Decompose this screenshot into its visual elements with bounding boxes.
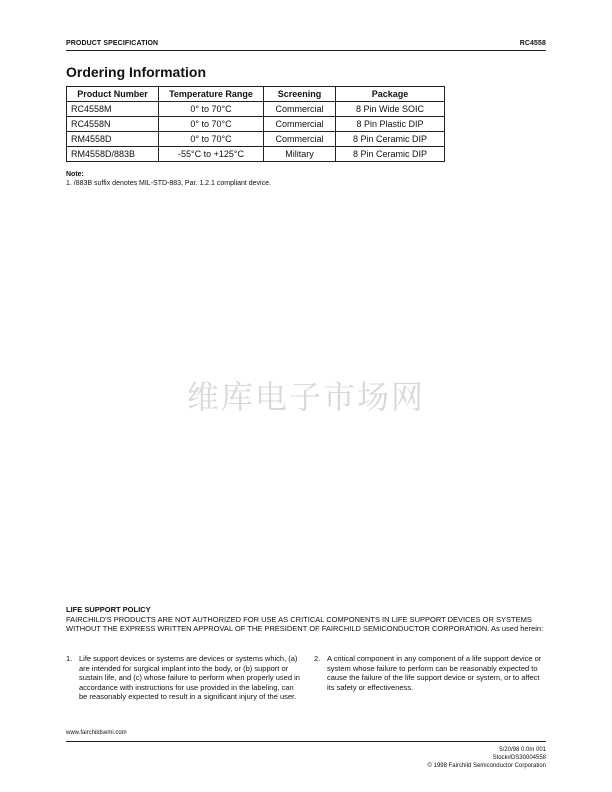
item-number: 2.	[314, 654, 321, 663]
header-right-label: RC4558	[519, 40, 546, 47]
column-header: Package	[336, 87, 445, 102]
table-cell: 8 Pin Wide SOIC	[336, 102, 445, 117]
footer-stock: Stock#DS30004558	[492, 755, 546, 761]
header-rule	[66, 50, 546, 51]
table-row	[67, 117, 445, 132]
column-header: Temperature Range	[159, 87, 264, 102]
footer-url[interactable]: www.fairchildsemi.com	[66, 730, 127, 736]
ordering-table	[66, 86, 445, 162]
table-cell: RC4558M	[67, 102, 159, 117]
item-text: Life support devices or systems are devices or systems which, (a) are intended for surgical implant into the body, or (b) support or sustain life, and (c) whose failure to perform when properly used in accordance with instructions for use provided in the labeling, can be reasonably expected to result in a significant injury of the user.	[79, 654, 300, 701]
table-cell: -55°C to +125°C	[159, 147, 264, 162]
table-cell: 0° to 70°C	[159, 132, 264, 147]
column-header: Screening	[264, 87, 336, 102]
table-cell: 8 Pin Ceramic DIP	[336, 132, 445, 147]
table-row	[67, 102, 445, 117]
section-title: Ordering Information	[66, 64, 206, 80]
table-cell: 8 Pin Plastic DIP	[336, 117, 445, 132]
table-cell: Commercial	[264, 102, 336, 117]
item-text: A critical component in any component of a life support device or system whose failure to perform can be reasonably expected to cause the failure of the life support device or system, or to affect its safety or effectiveness.	[327, 654, 542, 692]
table-cell: 0° to 70°C	[159, 102, 264, 117]
watermark: 维库电子市场网	[186, 378, 425, 416]
footer-rule	[66, 741, 546, 742]
life-support-item-2	[314, 654, 549, 692]
table-cell: Commercial	[264, 117, 336, 132]
table-cell: RM4558D	[67, 132, 159, 147]
table-cell: 0° to 70°C	[159, 117, 264, 132]
table-row	[67, 132, 445, 147]
header-left-label: PRODUCT SPECIFICATION	[66, 40, 159, 47]
life-support-item-1	[66, 654, 301, 702]
life-support-body: FAIRCHILD'S PRODUCTS ARE NOT AUTHORIZED FOR USE AS CRITICAL COMPONENTS IN LIFE SUPPORT DEVICES OR SYSTEMS WITHOUT THE EXPRESS WRITTEN APPROVAL OF THE PRESIDENT OF FAIRCHILD SEMICONDUCTOR CORPORATION. As used herein:	[66, 615, 544, 633]
table-cell: RC4558N	[67, 117, 159, 132]
note-title: Note:	[66, 171, 84, 178]
table-header-row	[67, 87, 445, 102]
item-number: 1.	[66, 654, 73, 663]
table-row	[67, 147, 445, 162]
footer-date: 5/20/98 0.0m 001	[499, 747, 546, 753]
table-cell: 8 Pin Ceramic DIP	[336, 147, 445, 162]
column-header: Product Number	[67, 87, 159, 102]
table-cell: RM4558D/883B	[67, 147, 159, 162]
footer-info	[428, 746, 546, 770]
life-support-title: LIFE SUPPORT POLICY	[66, 605, 151, 614]
note-item: 1. /883B suffix denotes MIL-STD-883, Par. 1.2.1 compliant device.	[66, 180, 271, 187]
footer-copyright: © 1998 Fairchild Semiconductor Corporation	[427, 763, 546, 769]
table-cell: Military	[264, 147, 336, 162]
table-cell: Commercial	[264, 132, 336, 147]
